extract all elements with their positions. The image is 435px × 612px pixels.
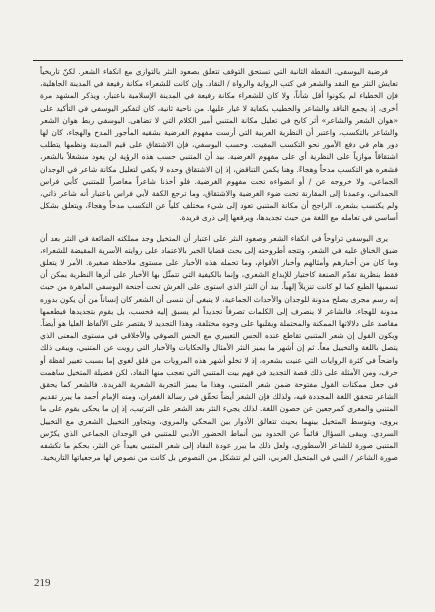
paragraph-1: فرضية اليوسفي. النقطة الثانية التي تستحق التوقف تتعلق بصعود النثر بالتوازي مع انكفاء الشعر. لكنّ تاريخياً تعايش النثر مع النقد والشعر في كتب الرواية والرواة / النقاد. وإن كانت للشعراء مكانة رفيعة في المدينة الجاهلية، فإن الخطباء لم يكونوا أقل شأناً، ولا كان للشعراء مكانة رفيعة في المدينة الإسلامية باعتبار، ويذكر المشهد مرة أخرى، إذ يجمع الناقد والشاعر والخطيب بكفاية لا غبار عليها. من ناحية ثانية، كان لتفكير اليوسفي في التأكيد على «هوان الشعر والشاعر» أثر كابح في تعليل مكانة المتنبي أمير الكلام التي لا تضاهى. اليوسفي ربط هوان الشعر والشاعر بالتكسب، واعتبر أن النظرية العربية التي أرست مفهوم الفرضية بشقيه المأجور المدح والهجاء، كان لها دور هام في دفع الأمور نحو التكسب المقيت. وحسب اليوسفي، فإن الاشتقاق على قيم المدينة ونظمها يتطلب اشتقاقاً موازياً على النظرية أي على مفهوم الغرضية. بيد أن المتنبي حسب هذه الرؤية لن يعود منشغلاً بالشعر، فشعره هو التكسب مدحاً وهجاءً. وهنا يكمن التناقض، إذ إن الاشتقاق وحده لا يكفي لتعليل مكانة شاعر في الوجدان الجماعي، ولا خروجه عن / أو انضواءه تحت مفهوم الغرضية. فلو أخذنا شاعراً معاصراً للمتنبي كأبي فراس الحمداني، وعمدنا إلى المقارنة تحت ضوء الغرضية والاشتقاق، وما ترجع الكفة لأبي فراس باعتبار أنه شاعر ذاتي، ولم يكتسب بشعره. الراجح أن مكانة المتنبي تعود إلى شيء مختلف كلياً عن التكسب مدحاً وهجاءً، ويتعلق بشكل أساسي في تعامله مع اللغة من حيث تجديدها، ويرفعها إلى ذرى فريدة. bbox=[40, 67, 398, 223]
page-number: 219 bbox=[34, 577, 51, 589]
header-rule bbox=[33, 60, 403, 61]
paragraph-2: يرى اليوسفي تراوحاً في انكفاء الشعر وصعود النثر على اعتبار أن المتخيل وجد مملكته الضائعة في النثر بعد أن ضيق الخناق عليه في الشعر، وتتجه أطروحته إلى بحث قضايا الخبر بالاعتماد على روايته الأسرية المقيضة للشعراء، وما كان من أخبارهم وأمثالهم وأخبار الأقوام، وما تحمله هذه الأخبار على مستوى ملاحظة صغيرة. الأمر لا يتعلق فقط بنظرية تقدّم الصنعة كاختيار للإبداع الشعري، وإنما بالكيفية التي تتمثّل بها الأخبار على أثرها النظرية يمكن أن تسميها الطبع كما لو كانت تنزيلاً إلهياً. بيد أن النثر الذي استوى على العرش تحت أجنحة اليوسفي الماهرة من حيث إنه رسم مجرى يصلح مدونة للوجدان والأحداث الجماعية، لا ينبغي أن ننسى أن الشعر كان إنساناً من أن يكون بدوره مدونة للهجاء. فالشاعر لا ينصرف إلى الكلمات تصرفاً تجديداً لم يسبق إليه فحسب، بل يقوم بتجديدها فيطعمها مقاصد على دلالاتها الممكنة والمحتملة ويقلبها على وجوه مختلفة، وهذا التجديد لا يقتصر على الألفاظ العليا هو أيضاً. ويكون القول إن شعر المتنبي تقاطع عنده الحس التعبيري مع الحس الصوفي والأخلاقي في مستوى المعنى الذي يتصل باللغة والتخييل معاً. ثم إن أشهر ما يميز النثر الأمثال والحكايات والأخبار التي رويت عن المتنبي، ويبقى ذلك واضحاً في كثرة الروايات التي عنيت بشعره، إذ لا تخلو أشهر هذه المرويات من قلق لغوي إما بسبب تغيير لفظة أو حرف، ومن الأمثلة على ذلك قصة التجديد في فهم بيت المتنبي التي تعجب منها النقاد، لكن فضيلة المتخيل ساهمت في جعل ممكنات القول مفتوحة ضمن شعر المتنبي، وهذا ما يميز التجربة الشعرية الفريدة. فالشعر كما يحقق الشاعر تتحقق اللغة المجددة فيه، ولذلك فإن الشعر أيضاً تحقّق في رسالة الغفران، ومنه الإمام أحمد ما يبرر تقديم المتنبي والمعري كمرجعين عن حصون اللغة. لذلك يجيء النثر بعد الشعر على الترتيب، إذ إن ما يحكى يقوم على ما يروى، ويتوسط المتخيل بينهما بحيث تتعالق الأدوار بين المحكي والمروي، ويتجاور التخييل الشعري مع التخييل السردي. ويبقى السؤال قائماً عن الحدود بين أنماط الحضور الأدبي للمتنبي في الوجدان الجماعي الذي يكرّس المتنبي صورة للشاعر الأسطوري، ولعل ذلك ما يبرر عودة النقاد إلى شعر المتنبي بعيداً عن النثر، بحكم ما تكشفه صورة الشاعر / النبي في المتخيل العربي، التي لم تتشكل من النصوص بل كانت من نصوص لها مرجعياتها التاريخية. bbox=[40, 233, 398, 463]
body-text bbox=[40, 66, 398, 566]
